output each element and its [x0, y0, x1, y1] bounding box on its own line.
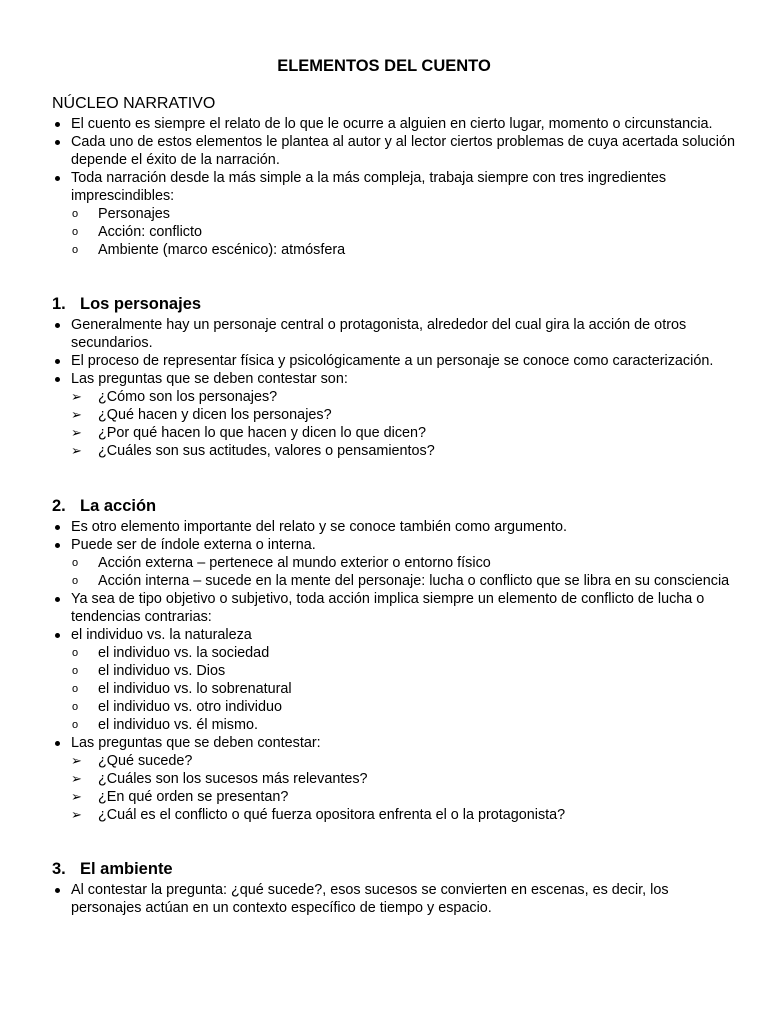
sub-list-item — [52, 572, 742, 590]
question-item — [52, 788, 742, 806]
list-item: El cuento es siempre el relato de lo que le ocurre a alguien en cierto lugar, momento o circunstancia. — [52, 115, 742, 133]
bullet-list — [52, 881, 742, 917]
arrow-bullet-icon: ➢ — [71, 789, 82, 804]
sub-list-item — [52, 205, 742, 223]
bullet-list — [52, 115, 742, 259]
circle-bullet-icon: o — [72, 683, 79, 695]
question-item — [52, 388, 742, 406]
bullet-list — [52, 316, 742, 460]
list-item: Generalmente hay un personaje central o protagonista, alrededor del cual gira la acción de otros secundarios. — [52, 316, 742, 352]
heading-text: La acción — [80, 497, 157, 515]
sub-list-item — [52, 554, 742, 572]
heading-text: Los personajes — [80, 295, 202, 313]
sub-item-text: el individuo vs. la sociedad — [98, 645, 270, 661]
arrow-bullet-icon: ➢ — [71, 807, 82, 822]
question-item — [52, 424, 742, 442]
circle-bullet-icon: o — [72, 575, 79, 587]
circle-bullet-icon: o — [72, 665, 79, 677]
sub-item-text: Acción externa – pertenece al mundo exterior o entorno físico — [98, 555, 491, 571]
section-ambiente — [52, 859, 742, 917]
sub-item-text: Acción: conflicto — [98, 224, 202, 240]
section-personajes — [52, 294, 742, 460]
question-text: ¿Cómo son los personajes? — [98, 389, 278, 405]
question-text: ¿Cuál es el conflicto o qué fuerza opositora enfrenta el o la protagonista? — [98, 807, 566, 823]
sub-list-item — [52, 698, 742, 716]
arrow-bullet-icon: ➢ — [71, 425, 82, 440]
section-heading — [52, 93, 742, 115]
question-text: ¿Cuáles son los sucesos más relevantes? — [98, 771, 368, 787]
section-heading — [52, 859, 742, 881]
sub-item-text: el individuo vs. él mismo. — [98, 717, 258, 733]
heading-text: NÚCLEO NARRATIVO — [52, 95, 216, 112]
section-heading — [52, 496, 742, 518]
question-item — [52, 752, 742, 770]
arrow-bullet-icon: ➢ — [71, 389, 82, 404]
sub-list-item — [52, 716, 742, 734]
question-text: ¿Qué sucede? — [98, 753, 193, 769]
arrow-bullet-icon: ➢ — [71, 407, 82, 422]
list-item: Puede ser de índole externa o interna. — [52, 536, 742, 554]
sub-item-text: el individuo vs. otro individuo — [98, 699, 282, 715]
list-item: El proceso de representar física y psicológicamente a un personaje se conoce como caracterización. — [52, 352, 742, 370]
list-item: Cada uno de estos elementos le plantea al autor y al lector ciertos problemas de cuya acertada solución depende el éxito de la narración. — [52, 133, 742, 169]
question-item — [52, 442, 742, 460]
heading-number: 2. — [52, 497, 66, 515]
question-text: ¿Por qué hacen lo que hacen y dicen lo que dicen? — [98, 425, 427, 441]
heading-number: 3. — [52, 860, 66, 878]
circle-bullet-icon: o — [72, 226, 79, 238]
circle-bullet-icon: o — [72, 701, 79, 713]
arrow-bullet-icon: ➢ — [71, 753, 82, 768]
list-item: el individuo vs. la naturaleza — [52, 626, 742, 644]
section-nucleo-narrativo — [52, 93, 742, 259]
circle-bullet-icon: o — [72, 719, 79, 731]
list-item: Al contestar la pregunta: ¿qué sucede?, esos sucesos se convierten en escenas, es decir, los personajes actúan en un contexto específico de tiempo y espacio. — [52, 881, 742, 917]
document-title: ELEMENTOS DEL CUENTO — [277, 57, 491, 75]
sub-item-text: Personajes — [98, 206, 170, 222]
sub-item-text: el individuo vs. lo sobrenatural — [98, 681, 292, 697]
heading-text: El ambiente — [80, 860, 173, 878]
circle-bullet-icon: o — [72, 557, 79, 569]
question-text: ¿En qué orden se presentan? — [98, 789, 289, 805]
circle-bullet-icon: o — [72, 244, 79, 256]
question-item — [52, 806, 742, 824]
list-item: Las preguntas que se deben contestar son: — [52, 370, 742, 388]
list-item: Toda narración desde la más simple a la más compleja, trabaja siempre con tres ingredientes imprescindibles: — [52, 169, 742, 205]
list-item: Es otro elemento importante del relato y se conoce también como argumento. — [52, 518, 742, 536]
bullet-list — [52, 518, 742, 824]
circle-bullet-icon: o — [72, 208, 79, 220]
section-accion — [52, 496, 742, 824]
list-item: Ya sea de tipo objetivo o subjetivo, toda acción implica siempre un elemento de conflicto de lucha o tendencias contrarias: — [52, 590, 742, 626]
arrow-bullet-icon: ➢ — [71, 443, 82, 458]
question-text: ¿Cuáles son sus actitudes, valores o pensamientos? — [98, 443, 435, 459]
question-item — [52, 770, 742, 788]
sub-list-item — [52, 644, 742, 662]
arrow-bullet-icon: ➢ — [71, 771, 82, 786]
sub-list-item — [52, 662, 742, 680]
sub-item-text: Ambiente (marco escénico): atmósfera — [98, 242, 346, 258]
circle-bullet-icon: o — [72, 647, 79, 659]
section-heading — [52, 294, 742, 316]
question-text: ¿Qué hacen y dicen los personajes? — [98, 407, 332, 423]
sub-item-text: el individuo vs. Dios — [98, 663, 226, 679]
sub-list-item — [52, 680, 742, 698]
heading-number: 1. — [52, 295, 66, 313]
sub-list-item — [52, 241, 742, 259]
sub-item-text: Acción interna – sucede en la mente del personaje: lucha o conflicto que se libra en su consciencia — [98, 573, 730, 589]
sub-list-item — [52, 223, 742, 241]
question-item — [52, 406, 742, 424]
list-item: Las preguntas que se deben contestar: — [52, 734, 742, 752]
